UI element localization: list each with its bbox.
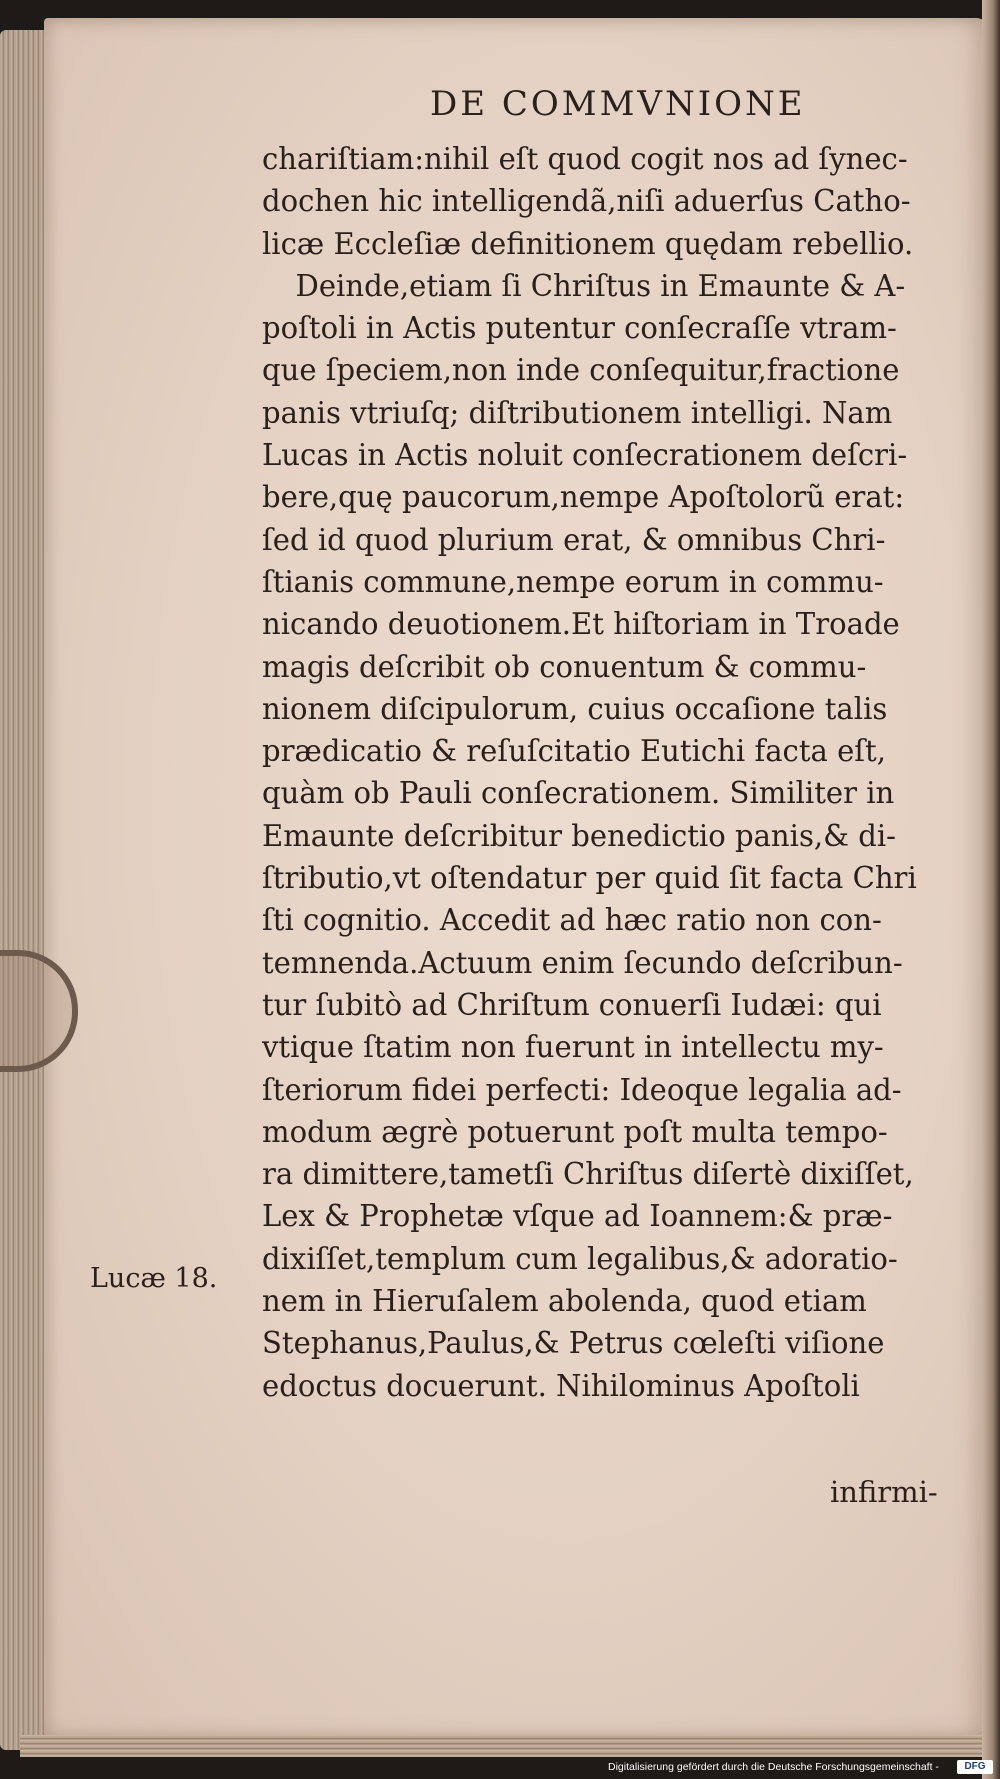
- catchword: infirmi-: [830, 1475, 938, 1509]
- text-line: poſtoli in Actis putentur conſecraſſe vtram-: [262, 311, 897, 346]
- text-line: Deinde,etiam ſi Chriſtus in Emaunte & A-: [295, 268, 906, 303]
- text-line: Stephanus,Paulus,& Petrus cœleſti viſione: [262, 1326, 885, 1361]
- text-line: tur ſubitò ad Chriſtum conuerſi Iudæi: qui: [262, 987, 882, 1022]
- text-line: ſti cognitio. Accedit ad hæc ratio non con-: [262, 903, 882, 938]
- text-line: nem in Hieruſalem abolenda, quod etiam: [262, 1284, 867, 1319]
- margin-note: Lucæ 18.: [90, 1263, 218, 1294]
- text-line: modum ægrè potuerunt poſt multa tempo-: [262, 1114, 888, 1149]
- text-line: Emaunte deſcribitur benedictio panis,& di-: [262, 818, 896, 853]
- text-line: ſtributio,vt oſtendatur per quid ſit facta Chri: [262, 861, 917, 896]
- text-line: dixiſſet,templum cum legalibus,& adoratio-: [262, 1241, 898, 1276]
- text-line: chariſtiam:nihil eſt quod cogit nos ad ſynec-: [262, 142, 908, 176]
- text-line: nicando deuotionem.Et hiſtoriam in Troade: [262, 607, 900, 642]
- text-line: prædicatio & reſuſcitatio Eutichi facta eſt,: [262, 734, 886, 769]
- text-line: nionem diſcipulorum, cuius occaſione talis: [262, 691, 888, 726]
- text-line: bere,quę paucorum,nempe Apoſtolorũ erat:: [262, 480, 905, 515]
- text-line: que ſpeciem,non inde conſequitur,fractione: [262, 353, 900, 388]
- running-title: DE COMMVNIONE: [430, 84, 806, 124]
- page-curl: [982, 0, 1000, 1779]
- dfg-logo: DFG: [957, 1760, 993, 1774]
- text-line: ſteriorum fidei perfecti: Ideoque legalia ad-: [262, 1072, 902, 1107]
- text-line: magis deſcribit ob conuentum & commu-: [262, 649, 867, 684]
- text-line: licæ Eccleſiæ definitionem quędam rebellio.: [262, 226, 914, 261]
- page-text: [262, 138, 962, 1407]
- text-line: dochen hic intelligendã,niſi aduerſus Catho-: [262, 184, 911, 219]
- text-line: ſed id quod plurium erat, & omnibus Chri-: [262, 522, 886, 557]
- text-line: panis vtriuſq; diſtributionem intelligi. Nam: [262, 395, 893, 430]
- text-line: ſtianis commune,nempe eorum in commu-: [262, 564, 884, 599]
- text-line: vtique ſtatim non fuerunt in intellectu my-: [262, 1030, 884, 1065]
- digitization-credit: Digitalisierung gefördert durch die Deutsche Forschungsgemeinschaft -: [608, 1761, 939, 1773]
- text-line: Lex & Prophetæ vſque ad Ioannem:& præ-: [262, 1199, 893, 1234]
- text-line: quàm ob Pauli conſecrationem. Similiter in: [262, 776, 895, 811]
- text-line: ra dimittere,tametſi Chriſtus diſertè dixiſſet,: [262, 1157, 914, 1192]
- book-bottom-edges: [20, 1735, 985, 1757]
- text-line: Lucas in Actis noluit conſecrationem deſcri-: [262, 438, 908, 473]
- text-line: temnenda.Actuum enim ſecundo deſcribun-: [262, 945, 903, 980]
- text-line: edoctus docuerunt. Nihilominus Apoſtoli: [262, 1368, 860, 1403]
